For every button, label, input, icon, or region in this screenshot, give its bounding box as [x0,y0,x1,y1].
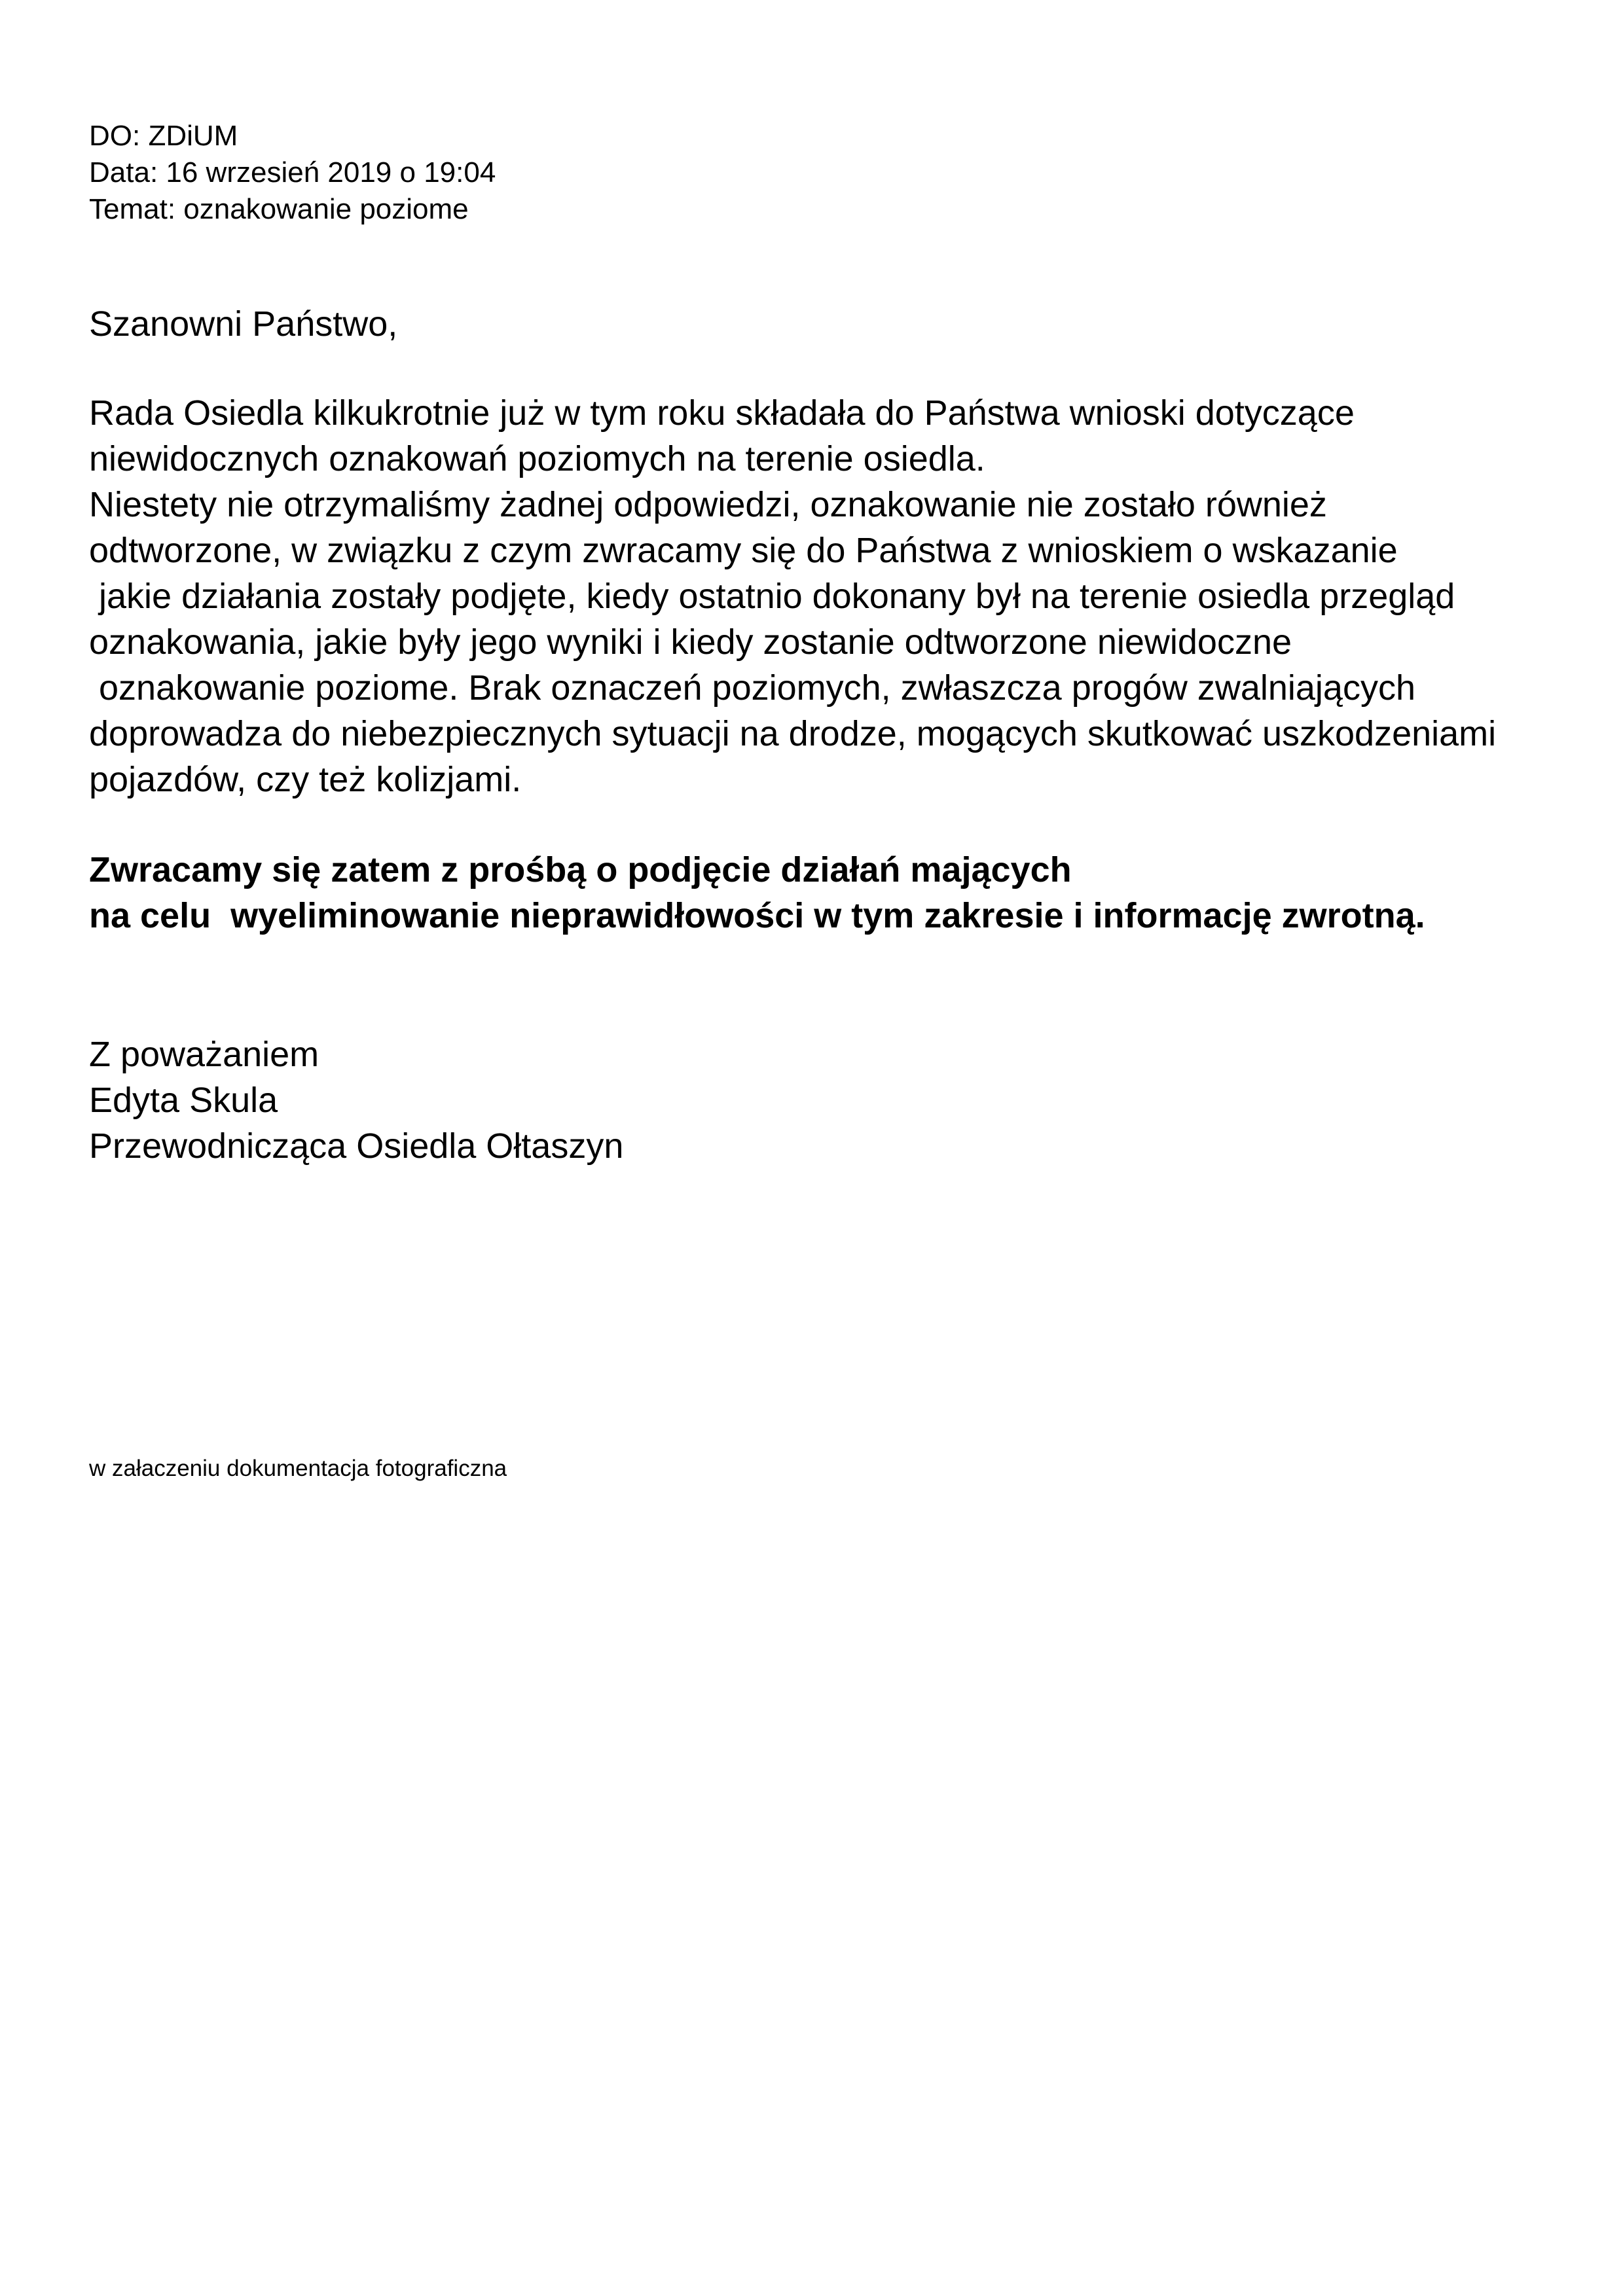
body-line: odtworzone, w związku z czym zwracamy się do Państwa z wnioskiem o wskazanie [89,531,1398,570]
body-line: niewidocznych oznakowań poziomych na terenie osiedla. [89,439,985,478]
closing-regards: Z poważaniem [89,1035,319,1074]
date-line: Data: 16 wrzesień 2019 o 19:04 [89,156,496,188]
signatory-title: Przewodnicząca Osiedla Ołtaszyn [89,1126,624,1166]
body-line: oznakowania, jakie były jego wyniki i kiedy zostanie odtworzone niewidoczne [89,622,1292,662]
recipient-line: DO: ZDiUM [89,120,238,152]
body-line: doprowadza do niebezpiecznych sytuacji na drodze, mogących skutkować uszkodzeniami [89,714,1497,753]
body-line: oznakowanie poziome. Brak oznaczeń poziomych, zwłaszcza progów zwalniających [89,668,1415,708]
request-line: na celu wyeliminowanie nieprawidłowości w tym zakresie i informację zwrotną. [89,896,1425,935]
body-line: jakie działania zostały podjęte, kiedy ostatnio dokonany był na terenie osiedla przegląd [89,577,1455,616]
subject-line: Temat: oznakowanie poziome [89,193,469,225]
body-line: Niestety nie otrzymaliśmy żadnej odpowiedzi, oznakowanie nie zostało również [89,485,1327,524]
body-line: Rada Osiedla kilkukrotnie już w tym roku składała do Państwa wnioski dotyczące [89,393,1355,433]
body-line: pojazdów, czy też kolizjami. [89,760,522,799]
signatory-name: Edyta Skula [89,1081,278,1120]
salutation: Szanowni Państwo, [89,304,398,344]
attachment-note: w załaczeniu dokumentacja fotograficzna [89,1456,507,1481]
request-line: Zwracamy się zatem z prośbą o podjęcie działań mających [89,850,1072,889]
